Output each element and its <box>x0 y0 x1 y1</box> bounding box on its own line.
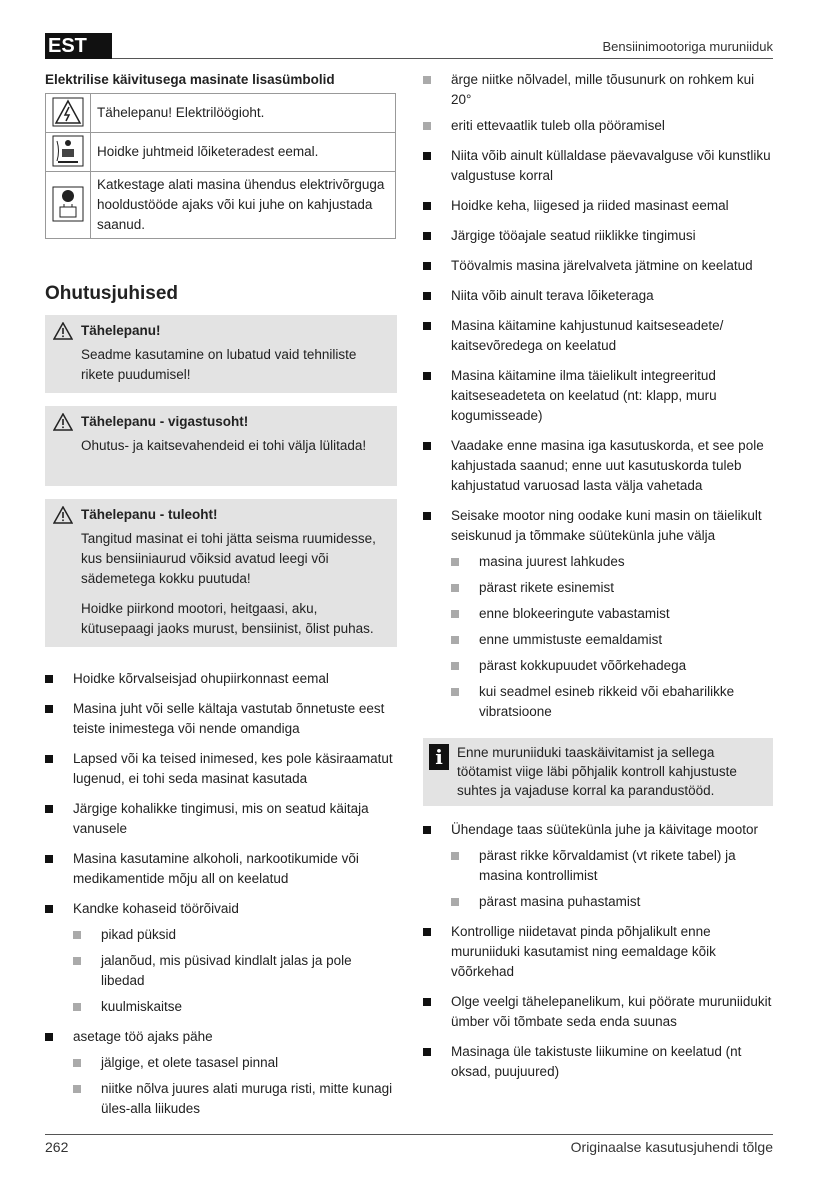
warning-triangle-icon <box>53 413 73 437</box>
safety-list-right-2 <box>423 820 773 1082</box>
sub-list-item: enne blokeeringute vabastamist <box>451 604 773 624</box>
list-item: asetage töö ajaks pähe jälgige, et olete tasasel pinnal niitke nõlva juures alati muruga risti, mitte kunagi üles-alla liikudes <box>45 1027 397 1119</box>
page-number: 262 <box>45 1139 69 1155</box>
symbols-table <box>45 93 396 239</box>
list-item: Hoidke kõrvalseisjad ohupiirkonnast eemal <box>45 669 397 689</box>
footer-rule <box>45 1134 773 1135</box>
list-item: Olge veelgi tähelepanelikum, kui pöörate muruniidukit ümber või tõmbate seda enda suunas <box>423 992 773 1032</box>
left-column <box>45 70 397 1129</box>
blade-keep-away-icon <box>46 133 91 172</box>
disconnect-plug-icon <box>46 172 91 239</box>
symbol-text: Hoidke juhtmeid lõiketeradest eemal. <box>91 133 396 172</box>
language-badge: EST <box>45 33 112 59</box>
list-item: Masina juht või selle kältaja vastutab õnnetuste eest teiste inimestega või nende omandiga <box>45 699 397 739</box>
sub-list-item: masina juurest lahkudes <box>451 552 773 572</box>
warning-box <box>45 315 397 393</box>
sub-list-item: eriti ettevaatlik tuleb olla pööramisel <box>423 116 773 136</box>
sub-list-item: jälgige, et olete tasasel pinnal <box>73 1053 397 1073</box>
list-item: Kontrollige niidetavat pinda põhjalikult enne muruniiduki kasutamist ning eemaldage kõik võõrkehad <box>423 922 773 982</box>
symbol-text: Tähelepanu! Elektrilöögioht. <box>91 94 396 133</box>
symbol-row <box>46 133 396 172</box>
safety-title: Ohutusjuhised <box>45 283 178 304</box>
info-icon: i <box>429 744 449 770</box>
list-item: Hoidke keha, liigesed ja riided masinast eemal <box>423 196 773 216</box>
sub-list-item: niitke nõlva juures alati muruga risti, mitte kunagi üles-alla liikudes <box>73 1079 397 1119</box>
warning-text: Tangitud masinat ei tohi jätta seisma ruumidesse, kus bensiiniaurud võiksid avatud leegi või sädemetega kokku puutuda! <box>81 531 376 586</box>
warning-title: Tähelepanu - vigastusoht! <box>81 414 249 429</box>
list-item: Niita võib ainult terava lõiketeraga <box>423 286 773 306</box>
symbol-row <box>46 172 396 239</box>
list-item: Ühendage taas süütekünla juhe ja käivitage mootor pärast rikke kõrvaldamist (vt rikete tabel) ja masina kontrollimist pärast masina puhastamist <box>423 820 773 912</box>
warning-triangle-icon <box>53 506 73 530</box>
safety-list-left <box>45 669 397 1119</box>
sub-list-item: ärge niitke nõlvadel, mille tõusunurk on rohkem kui 20° <box>423 70 773 110</box>
list-item: Lapsed või ka teised inimesed, kes pole käsiraamatut lugenud, ei tohi seda masinat kasutada <box>45 749 397 789</box>
list-item: Kandke kohaseid töörõivaid pikad püksid jalanõud, mis püsivad kindlalt jalas ja pole libedad kuulmiskaitse <box>45 899 397 1017</box>
sub-list-item: pärast kokkupuudet võõrkehadega <box>451 656 773 676</box>
sub-list-item: pärast rikke kõrvaldamist (vt rikete tabel) ja masina kontrollimist <box>451 846 773 886</box>
warning-box <box>45 406 397 486</box>
symbols-heading: Elektrilise käivitusega masinate lisasümbolid <box>45 72 335 87</box>
symbol-text: Katkestage alati masina ühendus elektrivõrguga hooldustööde ajaks või kui juhe on kahjustada saanud. <box>91 172 396 239</box>
list-item: Töövalmis masina järelvalveta jätmine on keelatud <box>423 256 773 276</box>
sub-list-item: pikad püksid <box>73 925 397 945</box>
warning-text: Seadme kasutamine on lubatud vaid tehniliste rikete puudumisel! <box>81 347 357 382</box>
sub-list-item: pärast rikete esinemist <box>451 578 773 598</box>
right-column <box>423 70 773 1092</box>
footer-note: Originaalse kasutusjuhendi tõlge <box>570 1139 773 1155</box>
list-item: Masina käitamine ilma täielikult integreeritud kaitseseadeteta on keelatud (nt: klapp, muru kogumisseade) <box>423 366 773 426</box>
sub-list-item: jalanõud, mis püsivad kindlalt jalas ja pole libedad <box>73 951 397 991</box>
sub-list-item: kuulmiskaitse <box>73 997 397 1017</box>
list-item: Vaadake enne masina iga kasutuskorda, et see pole kahjustada saanud; enne uut kasutuskorda tuleb kahjustatud varuosad lasta välja vahetada <box>423 436 773 496</box>
list-item: Masina käitamine kahjustunud kaitseseadete/ kaitsevõredega on keelatud <box>423 316 773 356</box>
info-text: Enne muruniiduki taaskäivitamist ja sellega töötamist viige läbi põhjalik kontroll kahjustuste suhtes ja vajaduse korral ka parandustööd. <box>457 745 737 798</box>
sub-list-item: pärast masina puhastamist <box>451 892 773 912</box>
electric-hazard-icon <box>46 94 91 133</box>
warning-triangle-icon <box>53 322 73 346</box>
list-item: Järgige kohalikke tingimusi, mis on seatud käitaja vanusele <box>45 799 397 839</box>
list-item: Seisake mootor ning oodake kuni masin on täielikult seiskunud ja tõmmake süütekünla juhe välja masina juurest lahkudes pärast rikete esinemist enne blokeeringute vabastamist enne ummistuste eemaldamist pärast kokkupuudet võõrkehadega kui seadmel esineb rikkeid või ebaharilikke vibratsioone <box>423 506 773 722</box>
list-item: Masina kasutamine alkoholi, narkootikumide või medikamentide mõju all on keelatud <box>45 849 397 889</box>
list-item: Masinaga üle takistuste liikumine on keelatud (nt oksad, puujuured) <box>423 1042 773 1082</box>
safety-list-right <box>423 70 773 722</box>
warning-title: Tähelepanu - tuleoht! <box>81 507 218 522</box>
warning-box <box>45 499 397 647</box>
list-item: Järgige tööajale seatud riiklikke tingimusi <box>423 226 773 246</box>
info-note <box>423 738 773 806</box>
list-item-continued <box>423 70 773 136</box>
list-item: Niita võib ainult küllaldase päevavalguse või kunstliku valgustuse korral <box>423 146 773 186</box>
warning-text: Hoidke piirkond mootori, heitgaasi, aku, kütusepaagi jaoks murust, bensiinist, õlist puhas. <box>81 601 374 636</box>
header-rule <box>112 58 773 59</box>
warning-title: Tähelepanu! <box>81 323 161 338</box>
sub-list-item: enne ummistuste eemaldamist <box>451 630 773 650</box>
header-title: Bensiinimootoriga muruniiduk <box>602 39 773 54</box>
warning-text: Ohutus- ja kaitsevahendeid ei tohi välja lülitada! <box>81 438 367 453</box>
symbol-row <box>46 94 396 133</box>
sub-list-item: kui seadmel esineb rikkeid või ebaharilikke vibratsioone <box>451 682 773 722</box>
